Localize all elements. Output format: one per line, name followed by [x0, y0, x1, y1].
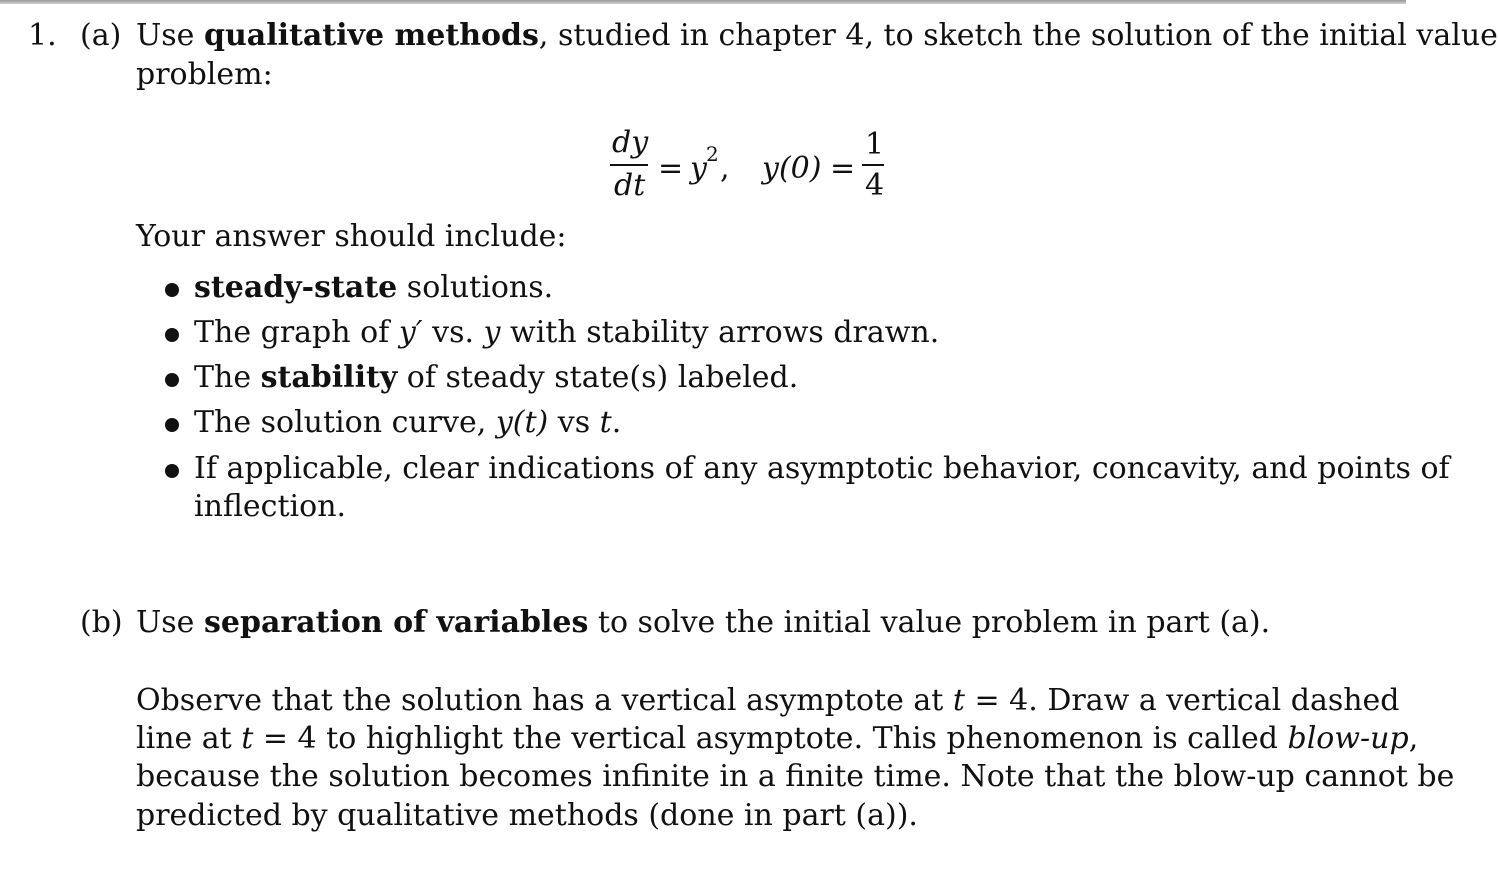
part-b-para-line4: predicted by qualitative methods (done in part (a)). — [136, 798, 918, 833]
top-divider — [0, 0, 1406, 4]
eq-numerator: dy — [612, 125, 649, 160]
bullet-dot — [165, 328, 179, 342]
term-qualitative-methods: qualitative methods — [203, 18, 539, 53]
bullet-dot — [165, 283, 179, 297]
bullet-dot — [165, 418, 179, 432]
part-b-label: (b) — [80, 605, 123, 640]
bullet-steady-state: steady-state solutions. — [194, 270, 554, 305]
eq-frac-num: 1 — [865, 127, 885, 162]
initial-value-equation — [600, 126, 900, 206]
eq-initial-condition: y(0) — [762, 151, 822, 186]
bullet-dot — [165, 464, 179, 478]
term-separation-of-variables: separation of variables — [203, 605, 589, 640]
part-b-para-line1: Observe that the solution has a vertical asymptote at t = 4. Draw a vertical dashed — [136, 683, 1400, 718]
bullet-stability: The stability of steady state(s) labeled. — [194, 360, 799, 395]
part-a-intro-line2: problem: — [136, 57, 273, 92]
eq-denominator: dt — [614, 168, 646, 203]
bullet-asymptotic-line1: If applicable, clear indications of any asymptotic behavior, concavity, and points of — [194, 451, 1450, 486]
part-a-intro-line1: Use qualitative methods, studied in chapter 4, to sketch the solution of the initial value — [136, 18, 1498, 53]
eq-fraction-bar — [610, 164, 648, 166]
problem-number: 1. — [28, 18, 57, 53]
bullet-asymptotic-line2: inflection. — [194, 489, 347, 524]
eq-fraction-bar-2 — [862, 164, 884, 166]
part-b-para-line3: because the solution becomes infinite in a finite time. Note that the blow-up cannot be — [136, 759, 1455, 794]
eq-equals-2: = — [830, 151, 856, 186]
eq-exponent: 2 — [706, 142, 719, 166]
bullet-graph: The graph of y′ vs. y with stability arrows drawn. — [194, 315, 940, 350]
answer-header: Your answer should include: — [136, 219, 567, 254]
eq-equals-1: = — [658, 151, 684, 186]
part-b-intro: Use separation of variables to solve the initial value problem in part (a). — [136, 605, 1271, 640]
bullet-solution-curve: The solution curve, y(t) vs t. — [194, 405, 622, 440]
part-a-label: (a) — [80, 18, 122, 53]
bullet-dot — [165, 373, 179, 387]
eq-comma: , — [720, 151, 730, 186]
part-b-para-line2: line at t = 4 to highlight the vertical asymptote. This phenomenon is called blow-up, — [136, 721, 1419, 756]
eq-rhs: y — [690, 151, 707, 186]
eq-frac-den: 4 — [865, 168, 885, 203]
